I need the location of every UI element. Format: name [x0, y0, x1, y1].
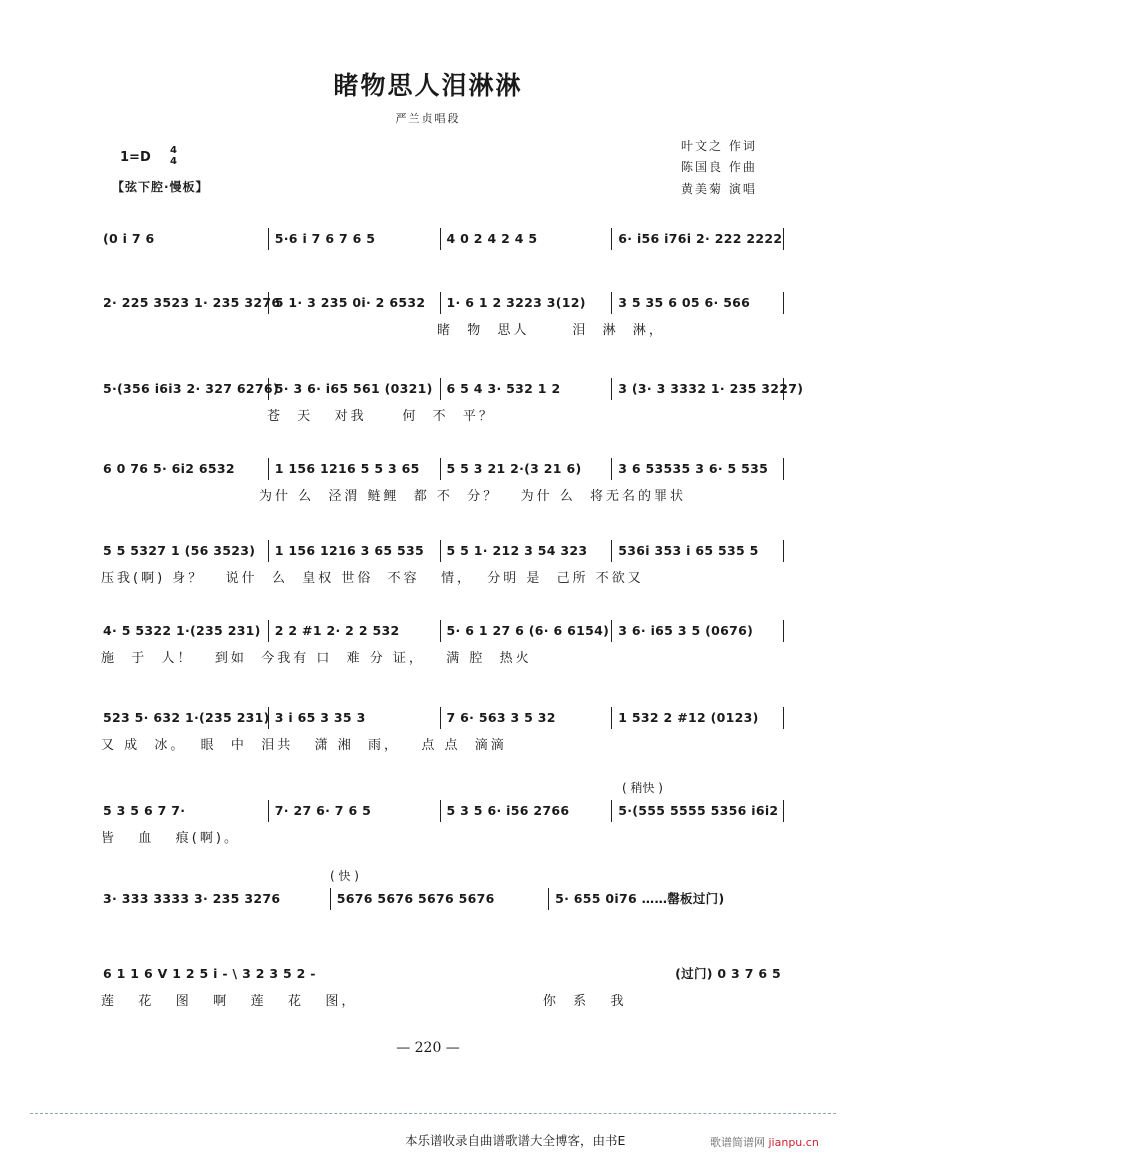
measure: 5 5 3 21 2·(3 21 6) [441, 458, 613, 480]
measure: 1 156 1216 3 65 535 [269, 540, 441, 562]
measure: 4 0 2 4 2 4 5 [441, 228, 613, 250]
measure: 5·6 i 7 6 7 6 5 [269, 228, 441, 250]
watermark-url: jianpu.cn [768, 1136, 819, 1149]
subtitle: 严兰贞唱段 [395, 112, 461, 125]
measure: (过门) 0 3 7 6 5 [675, 966, 781, 981]
score-row [97, 707, 784, 753]
credit-lyricist: 叶文之 作词 [681, 139, 757, 153]
score-row [97, 620, 784, 666]
tempo-change-slightly-faster: ( 稍快 ) [622, 781, 663, 795]
measure: 3· 333 3333 3· 235 3276 [97, 888, 331, 910]
measure: 1 156 1216 5 5 3 65 [269, 458, 441, 480]
score-row [97, 963, 784, 1009]
measure: 2· 225 3523 1· 235 3276 [97, 292, 269, 314]
watermark [710, 1134, 819, 1150]
measure: 5 5 1· 212 3 54 323 [441, 540, 613, 562]
measure: 7 6· 563 3 5 32 [441, 707, 613, 729]
page-title: 睹物思人泪淋淋 [333, 71, 523, 100]
score-row [97, 888, 784, 924]
measure: 3 6 53535 3 6· 5 535 [612, 458, 784, 480]
measure: 6 0 76 5· 6i2 6532 [97, 458, 269, 480]
score-row [97, 292, 784, 338]
measure: (0 i 7 6 [97, 228, 269, 250]
source-note: 本乐谱收录自曲谱歌谱大全博客，由书E [405, 1133, 626, 1148]
measure: 5·(555 5555 5356 i6i2 [612, 800, 784, 822]
tempo-marking: 【弦下腔·慢板】 [112, 180, 209, 194]
meter-bottom: 4 [170, 156, 177, 167]
measure: 1· 6 1 2 3223 3(12) [441, 292, 613, 314]
lyric-line: 苍 天 对我 何 不 平？ [267, 409, 495, 424]
time-signature [170, 145, 177, 167]
tempo-change-fast: ( 快 ) [330, 869, 359, 883]
score-row [97, 378, 804, 424]
measure: 2 2 #1 2· 2 2 532 [269, 620, 441, 642]
lyric-line: 莲 花 图 啊 莲 花 图， 你 系 我 [101, 994, 627, 1009]
page-number: — 220 — [396, 1040, 460, 1056]
measure: 3 (3· 3 3332 1· 235 3227) [612, 378, 784, 400]
measure: 5· 6 1 27 6 (6· 6 6154) [441, 620, 613, 642]
measure: 5 1· 3 235 0i· 2 6532 [269, 292, 441, 314]
score-row [97, 458, 784, 504]
score-row [97, 228, 784, 264]
score-row [97, 540, 784, 586]
measure: 5 3 5 6 7 7· [97, 800, 269, 822]
lyric-line: 又 成 冰。 眼 中 泪共 潇 湘 雨， 点 点 滴滴 [101, 738, 507, 753]
measure: 3 5 35 6 05 6· 566 [612, 292, 784, 314]
credit-composer: 陈国良 作曲 [681, 160, 757, 174]
lyric-line: 睹 物 思人 泪 淋 淋， [437, 323, 665, 338]
lyric-line: 皆 血 痕(啊)。 [101, 831, 240, 846]
meter-top: 4 [170, 145, 177, 156]
measure: 5·(356 i6i3 2· 327 6276) [97, 378, 269, 400]
measure: 523 5· 632 1·(235 231) [97, 707, 269, 729]
measure: 5 5 5327 1 (56 3523) [97, 540, 269, 562]
lyric-line: 施 于 人！ 到如 今我有 口 难 分 证， 满 腔 热火 [101, 651, 532, 666]
measure: 7· 27 6· 7 6 5 [269, 800, 441, 822]
measure: 6· i56 i76i 2· 222 2222 [612, 228, 784, 250]
measure: 3 i 65 3 35 3 [269, 707, 441, 729]
lyric-line: 为什 么 泾渭 鲢鲤 都 不 分？ 为什 么 将无名的罪状 [259, 489, 686, 504]
divider [30, 1113, 836, 1114]
measure: 6 1 1 6 V 1 2 5 i - \ 3 2 3 5 2 - [103, 966, 316, 981]
measure: 5676 5676 5676 5676 [331, 888, 549, 910]
measure: 5 3 5 6· i56 2766 [441, 800, 613, 822]
measure: 4· 5 5322 1·(235 231) [97, 620, 269, 642]
measure: 3 6· i65 3 5 (0676) [612, 620, 784, 642]
score-row [97, 800, 784, 846]
watermark-site-name: 歌谱简谱网 [710, 1136, 765, 1149]
key-signature: 1=D [120, 150, 151, 165]
measure: 1 532 2 #12 (0123) [612, 707, 784, 729]
measure: 5· 3 6· i65 561 (0321) [269, 378, 441, 400]
measure: 6 5 4 3· 532 1 2 [441, 378, 613, 400]
credit-singer: 黄美菊 演唱 [681, 182, 757, 196]
lyric-line: 压我(啊) 身？ 说什 么 皇权 世俗 不容 情， 分明 是 己所 不欲又 [101, 571, 644, 586]
measure: 5· 655 0i76 ……罄板过门) [555, 891, 725, 906]
measure: 536i 353 i 65 535 5 [612, 540, 784, 562]
